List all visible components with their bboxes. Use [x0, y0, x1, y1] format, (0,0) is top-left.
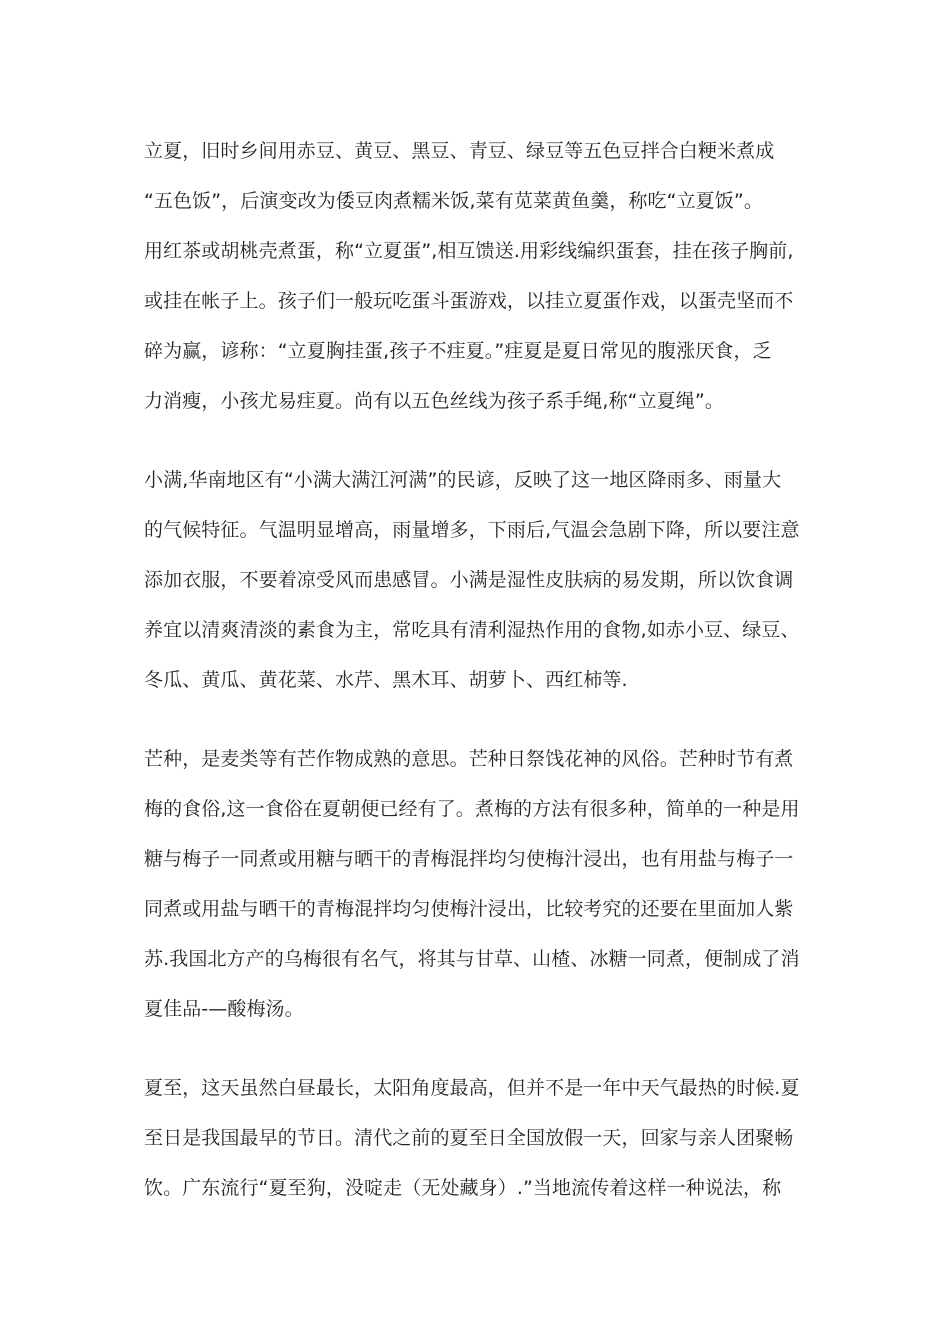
text-line: 饮。广东流行“夏至狗，没啶走（无处藏身）.”当地流传着这样一种说法，称 — [144, 1177, 782, 1199]
text-line: 添加衣服，不要着凉受风而患感冒。小满是湿性皮肤病的易发期，所以饮食调 — [144, 569, 794, 591]
text-line: 小满,华南地区有“小满大满江河满”的民谚，反映了这一地区降雨多、雨量大 — [144, 469, 782, 491]
text-line: 糖与梅子一同煮或用糖与晒干的青梅混拌均匀使梅汁浸出，也有用盐与梅子一 — [144, 848, 794, 870]
text-line: 至日是我国最早的节日。清代之前的夏至日全国放假一天，回家与亲人团聚畅 — [144, 1127, 794, 1149]
text-line: 芒种，是麦类等有芒作物成熟的意思。芒种日祭饯花神的风俗。芒种时节有煮 — [144, 748, 794, 770]
text-line: 碎为赢，谚称：“立夏胸挂蛋,孩子不疰夏。”疰夏是夏日常见的腹涨厌食，乏 — [144, 340, 772, 362]
paragraph-xiazhi — [144, 1063, 824, 1213]
text-line: 冬瓜、黄瓜、黄花菜、水芹、黑木耳、胡萝卜、西红柿等. — [144, 669, 628, 691]
text-line: 立夏，旧时乡间用赤豆、黄豆、黑豆、青豆、绿豆等五色豆拌合白粳米煮成 — [144, 140, 775, 162]
text-line: 的气候特征。气温明显增高，雨量增多，下雨后,气温会急剧下降，所以要注意 — [144, 519, 800, 541]
text-line: 力消瘦，小孩尤易疰夏。尚有以五色丝线为孩子系手绳,称“立夏绳”。 — [144, 390, 724, 412]
text-line: “五色饭”，后演变改为倭豆肉煮糯米饭,菜有苋菜黄鱼羹，称吃“立夏饭”。 — [144, 190, 763, 212]
text-line: 养宜以清爽清淡的素食为主，常吃具有清利湿热作用的食物,如赤小豆、绿豆、 — [144, 619, 800, 641]
paragraph-mangzhong — [144, 734, 824, 1034]
text-line: 用红茶或胡桃壳煮蛋，称“立夏蛋”,相互馈送.用彩线编织蛋套，挂在孩子胸前, — [144, 240, 794, 262]
text-line: 夏至，这天虽然白昼最长，太阳角度最高，但并不是一年中天气最热的时候.夏 — [144, 1077, 800, 1099]
text-line: 梅的食俗,这一食俗在夏朝便已经有了。煮梅的方法有很多种，简单的一种是用 — [144, 798, 800, 820]
paragraph-lixia — [144, 126, 824, 426]
text-line: 夏佳品-—酸梅汤。 — [144, 998, 304, 1020]
paragraph-xiaoman — [144, 455, 824, 705]
text-line: 同煮或用盐与晒干的青梅混拌均匀使梅汁浸出，比较考究的还要在里面加人紫 — [144, 898, 794, 920]
text-line: 苏.我国北方产的乌梅很有名气，将其与甘草、山楂、冰糖一同煮，便制成了消 — [144, 948, 800, 970]
text-line: 或挂在帐子上。孩子们一般玩吃蛋斗蛋游戏，以挂立夏蛋作戏，以蛋壳坚而不 — [144, 290, 794, 312]
